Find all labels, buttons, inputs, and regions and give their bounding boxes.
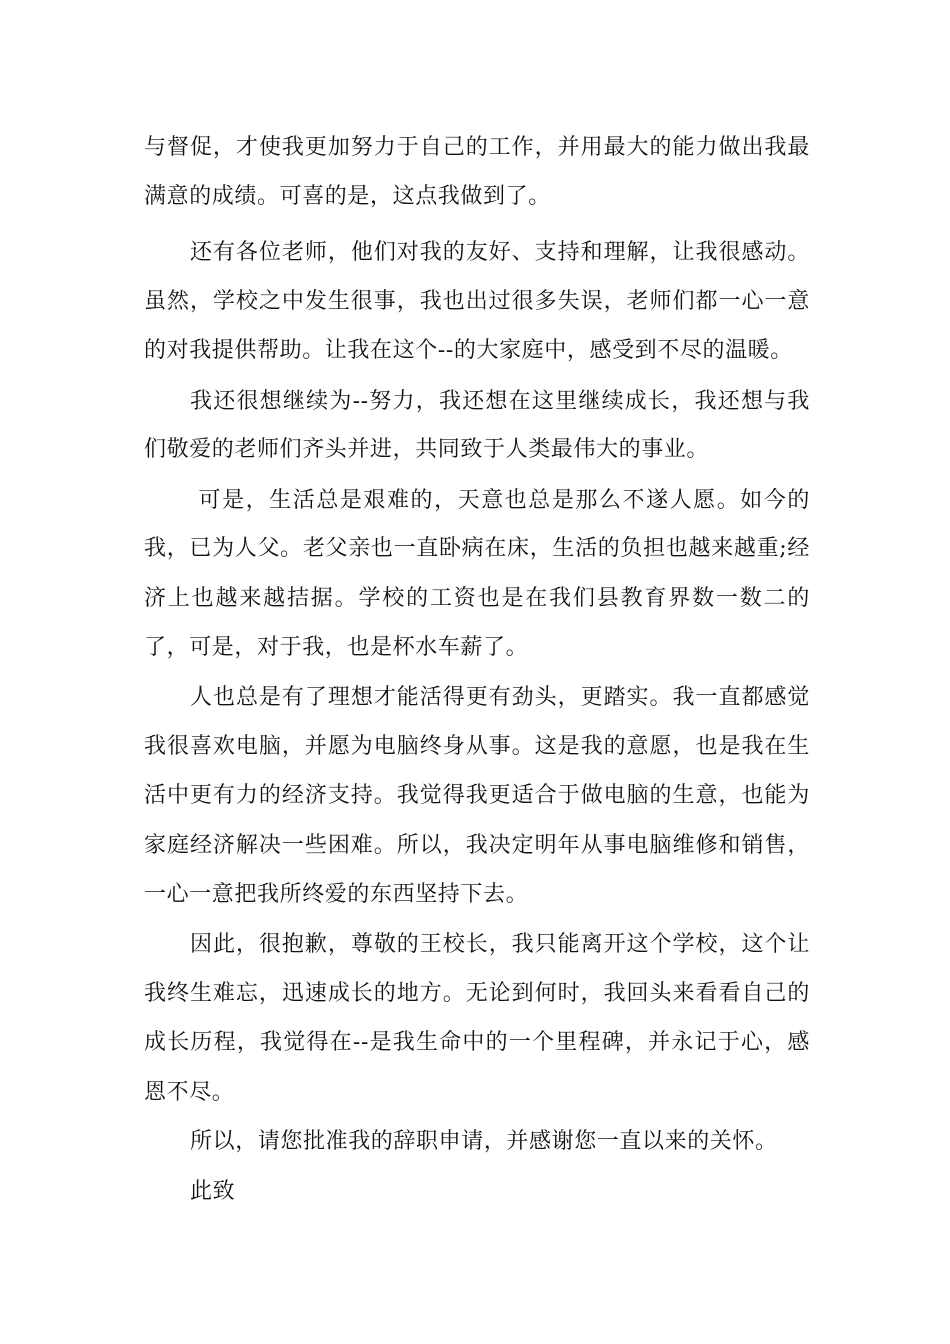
paragraph-start-line: 我还很想继续为--努力，我还想在这里继续成长，我还想与我 <box>190 389 810 414</box>
text-line: 与督促，才使我更加努力于自己的工作，并用最大的能力做出我最 <box>144 135 810 160</box>
paragraph-start-line: 还有各位老师，他们对我的友好、支持和理解，让我很感动。 <box>190 240 810 265</box>
text-line: 家庭经济解决一些困难。所以，我决定明年从事电脑维修和销售， <box>144 833 810 858</box>
text-line: 们敬爱的老师们齐头并进，共同致于人类最伟大的事业。 <box>144 437 710 462</box>
text-line: 成长历程，我觉得在--是我生命中的一个里程碑，并永记于心，感 <box>144 1030 810 1055</box>
text-line: 我很喜欢电脑，并愿为电脑终身从事。这是我的意愿，也是我在生 <box>144 734 810 759</box>
text-line: 虽然，学校之中发生很事，我也出过很多失误，老师们都一心一意 <box>144 289 810 314</box>
text-line: 一心一意把我所终爱的东西坚持下去。 <box>144 882 529 907</box>
text-line: 满意的成绩。可喜的是，这点我做到了。 <box>144 184 551 209</box>
text-line: 了，可是，对于我，也是杯水车薪了。 <box>144 635 529 660</box>
closing-salutation: 此致 <box>190 1179 236 1204</box>
text-line: 我终生难忘，迅速成长的地方。无论到何时，我回头来看看自己的 <box>144 981 810 1006</box>
paragraph-start-line: 所以，请您批准我的辞职申请，并感谢您一直以来的关怀。 <box>190 1129 778 1154</box>
paragraph-start-line: 人也总是有了理想才能活得更有劲头，更踏实。我一直都感觉 <box>190 685 810 710</box>
text-line: 我，已为人父。老父亲也一直卧病在床，生活的负担也越来越重;经 <box>144 536 810 561</box>
paragraph-start-line: 因此，很抱歉，尊敬的王校长，我只能离开这个学校，这个让 <box>190 932 810 957</box>
text-line: 济上也越来越拮据。学校的工资也是在我们县教育界数一数二的 <box>144 586 810 611</box>
text-line: 活中更有力的经济支持。我觉得我更适合于做电脑的生意，也能为 <box>144 783 810 808</box>
paragraph-start-line: 可是，生活总是艰难的，天意也总是那么不遂人愿。如今的 <box>190 488 810 513</box>
text-line: 恩不尽。 <box>144 1080 235 1105</box>
text-line: 的对我提供帮助。让我在这个--的大家庭中，感受到不尽的温暖。 <box>144 338 793 363</box>
